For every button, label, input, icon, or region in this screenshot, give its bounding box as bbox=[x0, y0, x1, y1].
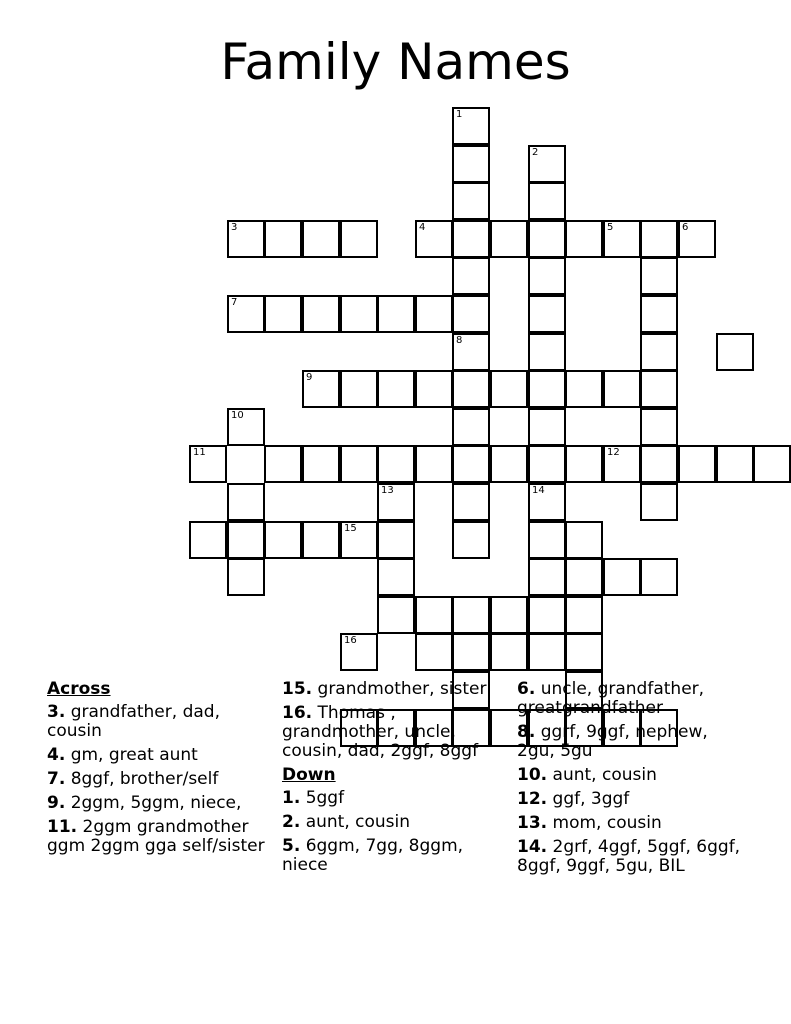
grid-cell[interactable] bbox=[452, 633, 490, 671]
grid-cell[interactable] bbox=[640, 408, 678, 446]
grid-cell[interactable] bbox=[603, 220, 641, 258]
grid-cell[interactable] bbox=[565, 220, 603, 258]
grid-cell[interactable] bbox=[227, 521, 265, 559]
grid-cell[interactable] bbox=[415, 295, 453, 333]
clue-down-8[interactable]: 8. ggrf, 9ggf, nephew, 2gu, 5gu bbox=[517, 722, 708, 761]
grid-cell[interactable] bbox=[490, 370, 528, 408]
grid-cell[interactable] bbox=[377, 596, 415, 634]
grid-cell[interactable] bbox=[528, 220, 566, 258]
clue-number: 14 bbox=[532, 485, 545, 496]
grid-cell[interactable] bbox=[603, 445, 641, 483]
grid-cell[interactable] bbox=[377, 370, 415, 408]
clue-number: 8 bbox=[456, 335, 463, 346]
grid-cell[interactable] bbox=[377, 521, 415, 559]
clue-number: 9 bbox=[306, 372, 313, 383]
clue-number: 5 bbox=[607, 222, 614, 233]
grid-cell[interactable] bbox=[415, 633, 453, 671]
clue-across-7[interactable]: 7. 8ggf, brother/self bbox=[47, 769, 219, 789]
clue-across-11[interactable]: 11. 2ggm grandmother ggm 2ggm gga self/sister bbox=[47, 817, 265, 856]
grid-cell[interactable] bbox=[340, 521, 378, 559]
grid-cell[interactable] bbox=[528, 295, 566, 333]
clue-down-13[interactable]: 13. mom, cousin bbox=[517, 813, 662, 833]
clue-across-4[interactable]: 4. gm, great aunt bbox=[47, 745, 198, 765]
clue-across-16[interactable]: 16. Thomas , grandmother, uncle, cousin, dad, 2ggf, 8ggf bbox=[282, 703, 479, 761]
grid-cell[interactable] bbox=[377, 445, 415, 483]
grid-cell[interactable] bbox=[528, 445, 566, 483]
grid-cell[interactable] bbox=[490, 220, 528, 258]
grid-cell[interactable] bbox=[640, 445, 678, 483]
grid-cell[interactable] bbox=[528, 483, 566, 521]
clue-number: 11 bbox=[193, 447, 206, 458]
grid-cell[interactable] bbox=[452, 370, 490, 408]
clue-across-3[interactable]: 3. grandfather, dad, cousin bbox=[47, 702, 220, 741]
grid-cell[interactable] bbox=[340, 633, 378, 671]
clue-number: 13 bbox=[381, 485, 394, 496]
clue-down-1[interactable]: 1. 5ggf bbox=[282, 788, 345, 808]
grid-cell[interactable] bbox=[189, 521, 227, 559]
down-heading: Down bbox=[282, 765, 336, 785]
grid-cell[interactable] bbox=[528, 521, 566, 559]
grid-cell[interactable] bbox=[340, 295, 378, 333]
clue-number: 15 bbox=[344, 523, 357, 534]
clue-column-1 bbox=[47, 680, 272, 861]
grid-cell[interactable] bbox=[490, 596, 528, 634]
grid-cell[interactable] bbox=[377, 483, 415, 521]
grid-cell[interactable] bbox=[415, 370, 453, 408]
grid-cell[interactable] bbox=[640, 483, 678, 521]
grid-cell[interactable] bbox=[264, 521, 302, 559]
grid-cell[interactable] bbox=[452, 295, 490, 333]
grid-cell[interactable] bbox=[377, 295, 415, 333]
clue-number: 1 bbox=[456, 109, 463, 120]
grid-cell[interactable] bbox=[452, 445, 490, 483]
grid-cell[interactable] bbox=[565, 596, 603, 634]
grid-cell[interactable] bbox=[490, 633, 528, 671]
grid-cell[interactable] bbox=[302, 521, 340, 559]
clue-number: 4 bbox=[419, 222, 426, 233]
grid-cell[interactable] bbox=[452, 107, 490, 145]
grid-cell[interactable] bbox=[640, 558, 678, 596]
grid-cell[interactable] bbox=[415, 220, 453, 258]
grid-cell[interactable] bbox=[528, 633, 566, 671]
grid-cell[interactable] bbox=[452, 521, 490, 559]
grid-cell[interactable] bbox=[415, 596, 453, 634]
page-title: Family Names bbox=[220, 33, 571, 91]
grid-cell[interactable] bbox=[753, 445, 791, 483]
clue-number: 12 bbox=[607, 447, 620, 458]
grid-cell[interactable] bbox=[490, 445, 528, 483]
grid-cell[interactable] bbox=[452, 182, 490, 220]
clue-across-15[interactable]: 15. grandmother, sister bbox=[282, 679, 487, 699]
grid-cell[interactable] bbox=[528, 145, 566, 183]
grid-cell[interactable] bbox=[528, 596, 566, 634]
clue-column-2 bbox=[282, 680, 504, 880]
grid-cell[interactable] bbox=[189, 445, 227, 483]
grid-cell[interactable] bbox=[302, 445, 340, 483]
clue-number: 16 bbox=[344, 635, 357, 646]
grid-cell[interactable] bbox=[565, 521, 603, 559]
grid-cell[interactable] bbox=[528, 370, 566, 408]
clue-number: 6 bbox=[682, 222, 689, 233]
grid-cell[interactable] bbox=[415, 445, 453, 483]
grid-cell[interactable] bbox=[340, 445, 378, 483]
grid-cell[interactable] bbox=[227, 408, 265, 446]
clue-down-12[interactable]: 12. ggf, 3ggf bbox=[517, 789, 630, 809]
grid-cell[interactable] bbox=[302, 295, 340, 333]
grid-cell[interactable] bbox=[302, 220, 340, 258]
grid-cell[interactable] bbox=[227, 558, 265, 596]
grid-cell[interactable] bbox=[302, 370, 340, 408]
grid-cell[interactable] bbox=[264, 295, 302, 333]
grid-cell[interactable] bbox=[340, 220, 378, 258]
grid-cell[interactable] bbox=[340, 370, 378, 408]
grid-cell[interactable] bbox=[640, 333, 678, 371]
grid-cell[interactable] bbox=[528, 333, 566, 371]
grid-cell[interactable] bbox=[227, 220, 265, 258]
grid-cell[interactable] bbox=[640, 370, 678, 408]
clue-number: 7 bbox=[231, 297, 238, 308]
across-heading: Across bbox=[47, 679, 111, 699]
grid-cell[interactable] bbox=[227, 483, 265, 521]
clue-down-6[interactable]: 6. uncle, grandfather, greatgrandfather bbox=[517, 679, 705, 718]
grid-cell[interactable] bbox=[603, 558, 641, 596]
grid-cell[interactable] bbox=[452, 596, 490, 634]
grid-cell[interactable] bbox=[565, 633, 603, 671]
grid-cell[interactable] bbox=[678, 445, 716, 483]
grid-cell[interactable] bbox=[452, 220, 490, 258]
clue-number: 3 bbox=[231, 222, 238, 233]
grid-cell[interactable] bbox=[603, 370, 641, 408]
grid-cell[interactable] bbox=[528, 558, 566, 596]
grid-cell[interactable] bbox=[452, 483, 490, 521]
grid-cell[interactable] bbox=[640, 220, 678, 258]
clue-down-14[interactable]: 14. 2grf, 4ggf, 5ggf, 6ggf, 8ggf, 9ggf, 5gu, BIL bbox=[517, 837, 741, 876]
clue-down-5[interactable]: 5. 6ggm, 7gg, 8ggm, niece bbox=[282, 836, 464, 875]
grid-cell[interactable] bbox=[528, 182, 566, 220]
clue-number: 2 bbox=[532, 147, 539, 158]
grid-cell[interactable] bbox=[528, 408, 566, 446]
grid-cell[interactable] bbox=[565, 558, 603, 596]
grid-cell[interactable] bbox=[528, 257, 566, 295]
clue-number: 10 bbox=[231, 410, 244, 421]
grid-cell[interactable] bbox=[452, 145, 490, 183]
grid-cell[interactable] bbox=[452, 408, 490, 446]
grid-cell[interactable] bbox=[716, 445, 754, 483]
grid-cell[interactable] bbox=[264, 220, 302, 258]
grid-cell[interactable] bbox=[377, 558, 415, 596]
clue-across-9[interactable]: 9. 2ggm, 5ggm, niece, bbox=[47, 793, 242, 813]
grid-cell[interactable] bbox=[264, 445, 302, 483]
clue-down-10[interactable]: 10. aunt, cousin bbox=[517, 765, 657, 785]
grid-cell[interactable] bbox=[565, 370, 603, 408]
grid-cell[interactable] bbox=[716, 333, 754, 371]
clue-column-3 bbox=[517, 680, 747, 881]
grid-cell[interactable] bbox=[565, 445, 603, 483]
grid-cell[interactable] bbox=[640, 295, 678, 333]
grid-cell[interactable] bbox=[452, 257, 490, 295]
grid-cell[interactable] bbox=[452, 333, 490, 371]
clue-down-2[interactable]: 2. aunt, cousin bbox=[282, 812, 411, 832]
grid-cell[interactable] bbox=[640, 257, 678, 295]
grid-cell[interactable] bbox=[227, 295, 265, 333]
grid-cell[interactable] bbox=[678, 220, 716, 258]
